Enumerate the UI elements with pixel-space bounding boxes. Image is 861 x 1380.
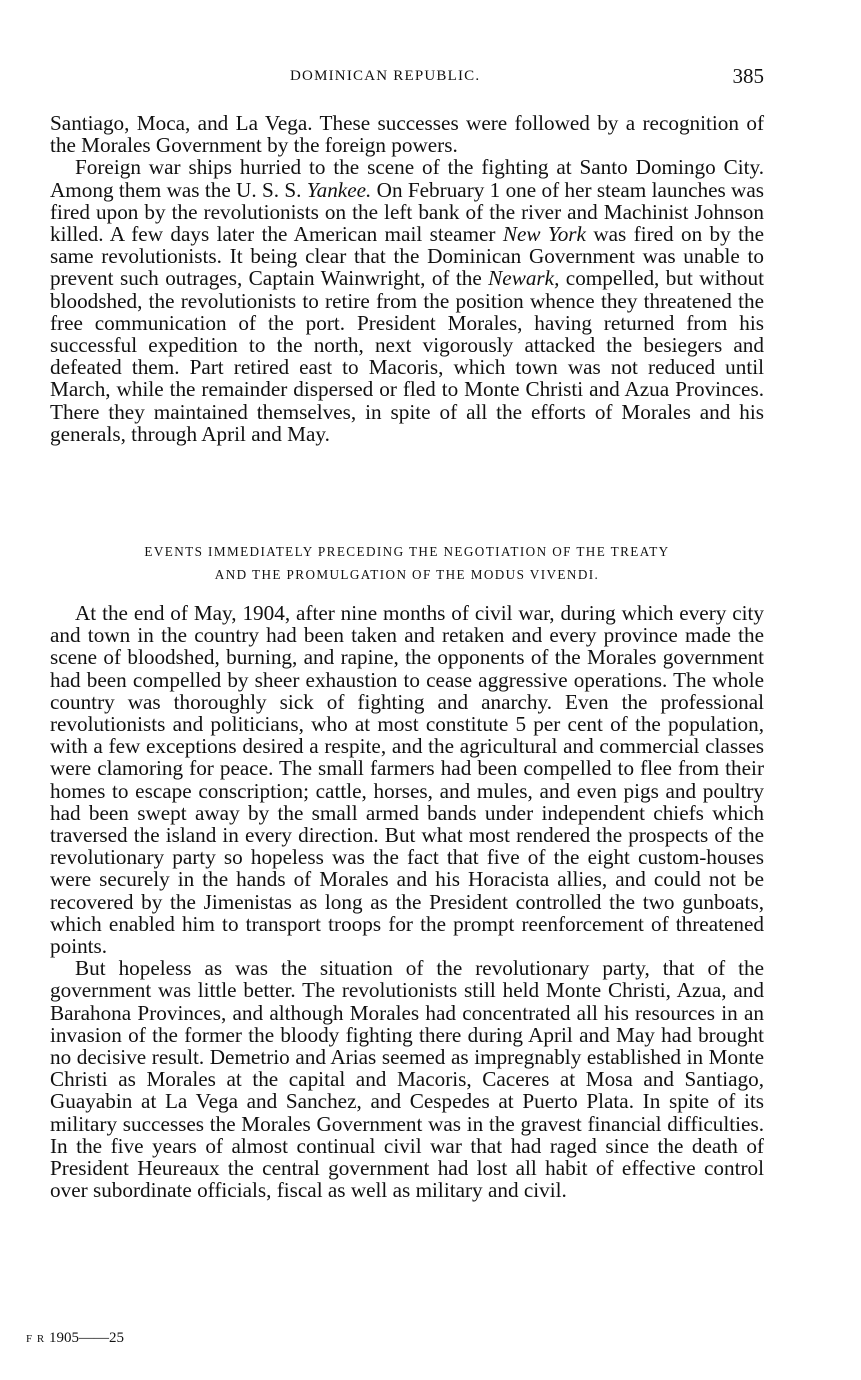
paragraph: At the end of May, 1904, after nine months of civil war, during which every city and town in the country had been taken and retaken and every province made the scene of bloodshed, burning, and rapine, the opponents of the Morales government had been compelled by sheer exhaustion to cease aggressive operations. The whole country was thoroughly sick of fighting and anarchy. Even the professional revolutionists and politicians, who at most constitute 5 per cent of the population, with a few exceptions desired a respite, and the agricultural and commercial classes were clamoring for peace. The small farmers had been compelled to flee from their homes to escape conscription; cattle, horses, and mules, and even pigs and poultry had been swept away by the small armed bands under independent chiefs which traversed the island in every direction. But what most rendered the prospects of the revolutionary party so hopeless was the fact that five of the eight custom-houses were securely in the hands of Morales and his Horacista allies, and could not be recovered by the Jimenistas as long as the President controlled the two gunboats, which enabled him to transport troops for the prompt reenforcement of threatened points. [50,601,764,959]
heading-line: EVENTS IMMEDIATELY PRECEDING THE NEGOTIATION OF THE TREATY [144,544,670,559]
section-events [50,602,764,1201]
paragraph: But hopeless as was the situation of the revolutionary party, that of the government was little better. The revolutionists still held Monte Christi, Azua, and Barahona Provinces, and although Morales had concentrated all his resources in an invasion of the former the bloody fighting there during April and May had brought no decisive result. Demetrio and Arias seemed as impregnably established in Monte Christi as Morales at the capital and Macoris, Caceres at Mosa and Santiago, Guayabin at La Vega and Sanchez, and Cespedes at Puerto Plata. In spite of its military successes the Morales Government was in the gravest financial difficulties. In the five years of almost continual civil war that had raged since the death of President Heureaux the central government had lost all habit of effective control over subordinate officials, fiscal as well as military and civil. [50,956,764,1203]
heading-line: AND THE PROMULGATION OF THE MODUS VIVENDI. [214,567,600,582]
text-run: On February 1 one of her steam launches was fired upon by the revolutionists on the left bank of the river and Machinist Johnson killed. A few days later the American mail steamer [50,177,764,247]
section-heading [50,540,764,586]
paragraph [50,156,764,445]
ship-name: Yankee. [306,177,372,202]
running-header [50,64,764,88]
text-run: Foreign war ships hurried to the scene of the fighting at Santo Domingo City. Among them was the U. S. S. [50,155,764,202]
page-number: 385 [732,64,764,88]
text-run: was fired on by the same revolutionists. It being clear that the Dominican Government was unable to prevent such outrages, Captain Wainwright, of the [50,222,764,291]
printer-signature [26,1330,124,1347]
ship-name: Newark, [488,266,560,291]
signature-mark: F R [26,1333,46,1345]
text-run: compelled, but without bloodshed, the revolutionists to retire from the position whence they threatened the free communication of the port. President Morales, having returned from his successful expedition to the north, next vigorously attacked the besiegers and defeated them. Part retired east to Macoris, which town was not reduced until March, while the remainder dispersed or fled to Monte Christi and Azua Provinces. There they maintained themselves, in spite of all the efforts of Morales and his generals, through April and May. [50,266,764,446]
ship-name: New York [502,222,586,247]
paragraph: Santiago, Moca, and La Vega. These successes were followed by a recognition of the Morales Government by the foreign powers. [50,111,764,158]
sheet-number: 1905——25 [48,1330,124,1346]
running-title: DOMINICAN REPUBLIC. [290,68,481,84]
section-narrative [50,112,764,445]
